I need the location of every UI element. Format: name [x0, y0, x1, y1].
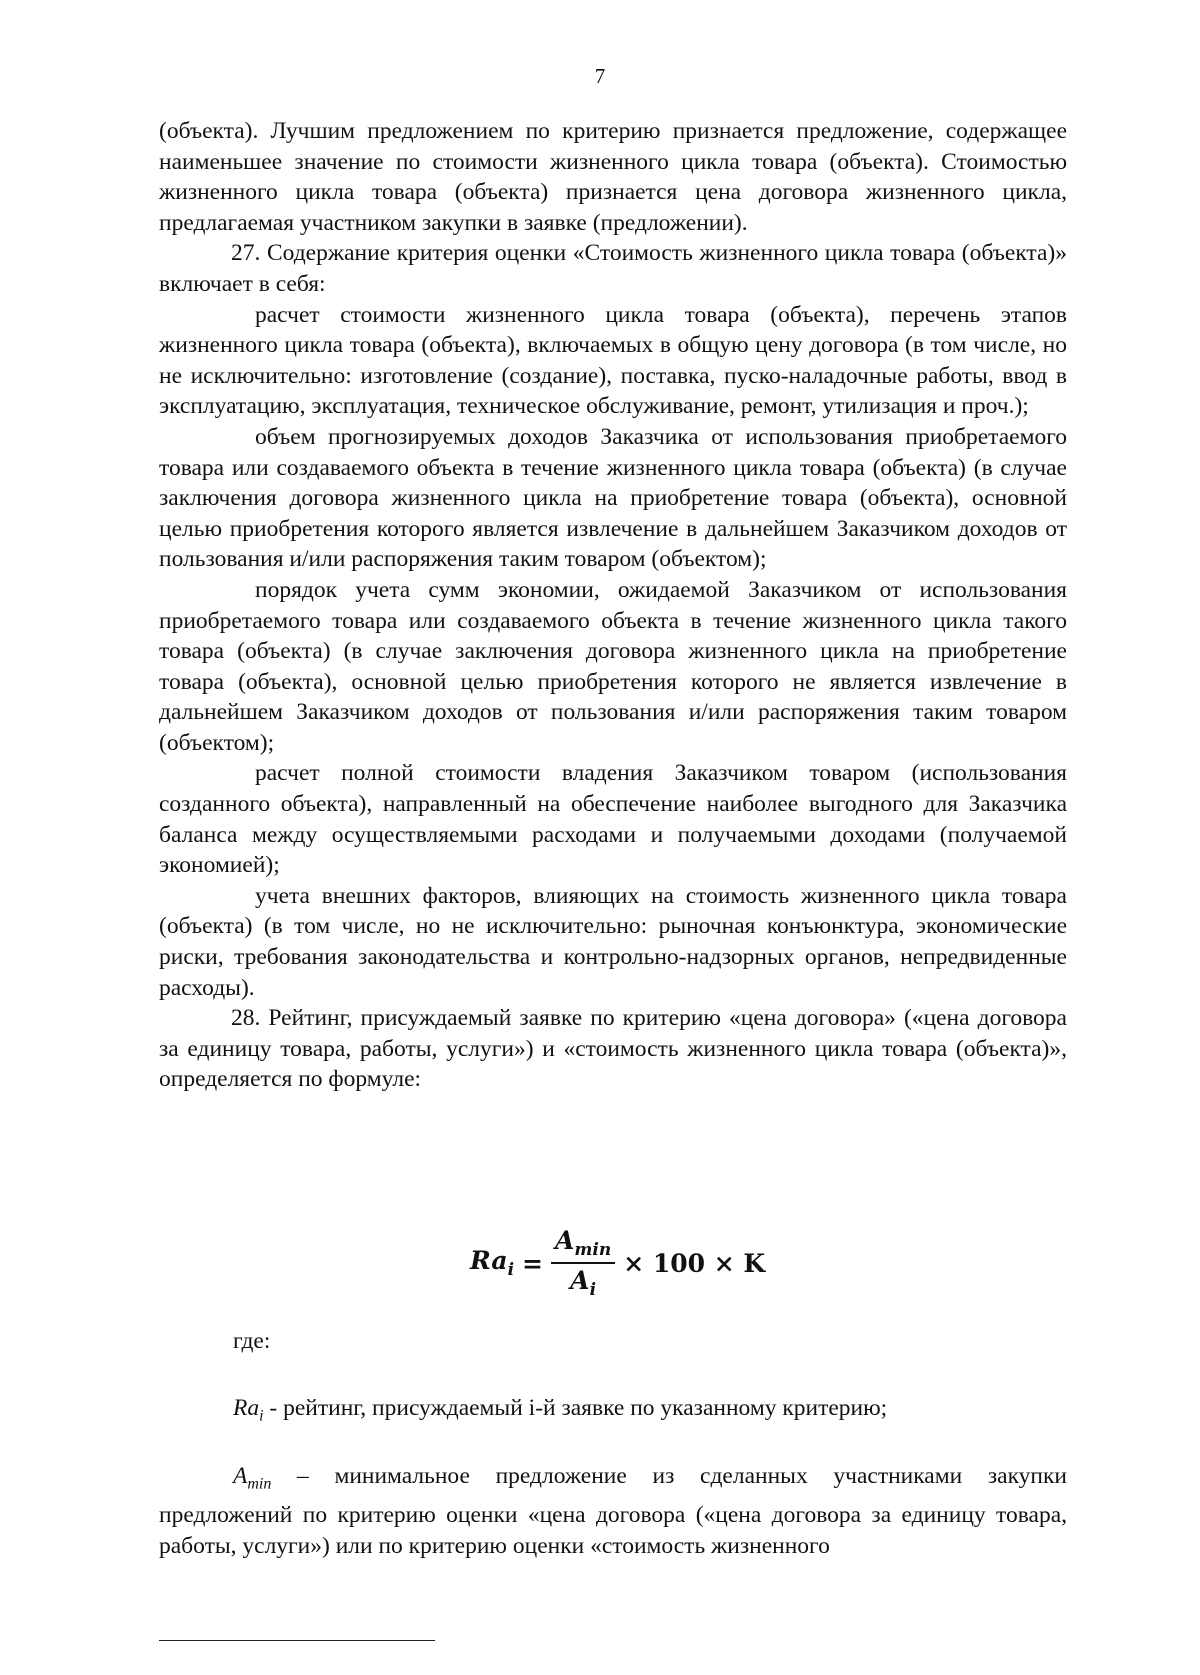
- formula-fraction: [551, 1226, 615, 1300]
- formula-equals: =: [522, 1248, 543, 1278]
- paragraph-lifecycle-cost: расчет стоимости жизненного цикла товара (объекта), перечень этапов жизненного цикла товара (объекта), включаемых в общую цену договора (в том числе, но не исключительно: изготовление (создание), поставка, пуско-наладочные работы, ввод в эксплуатацию, эксплуатация, техническое обслуживание, ремонт, утилизация и проч.);: [159, 301, 1067, 420]
- paragraph-income-volume: объем прогнозируемых доходов Заказчика от использования приобретаемого товара или создаваемого объекта в течение жизненного цикла товара (объекта) (в случае заключения договора жизненного цикла на приобретение товара (объекта), основной целью приобретения которого является извлечение в дальнейшем Заказчиком доходов от пользования и/или распоряжения таким товаром (объектом);: [159, 423, 1067, 573]
- body-text: [159, 116, 1067, 1095]
- footnote-separator: [159, 1640, 435, 1641]
- paragraph-item-28: 28. Рейтинг, присуждаемый заявке по критерию «цена договора» («цена договора за единицу товара, работы, услуги») и «стоимость жизненного цикла товара (объекта)», определяется по формуле:: [159, 1005, 1067, 1093]
- paragraph-savings-order: порядок учета сумм экономии, ожидаемой Заказчиком от использования приобретаемого товара или создаваемого объекта в течение жизненного цикла такого товара (объекта) (в случае заключения договора жизненного цикла на приобретение товара (объекта), основной целью приобретения которого не является извлечение в дальнейшем Заказчиком доходов от пользования и/или распоряжения таким товаром (объектом);: [159, 576, 1067, 756]
- definition-text: - рейтинг, присуждаемый i-й заявке по указанному критерию;: [263, 1395, 888, 1421]
- formula-rest: × 100 × K: [623, 1248, 766, 1278]
- rating-formula: [470, 1226, 765, 1300]
- definition-text: – минимальное предложение из сделанных участниками закупки предложений по критерию оценки «цена договора («цена договора за единицу товара, работы, услуги») или по критерию оценки «стоимость жизненного: [159, 1463, 1067, 1559]
- formula-numerator: $A_{min}$: [551, 1226, 615, 1264]
- page-number: 7: [594, 64, 606, 88]
- definition-term: $A_{min}$: [233, 1463, 272, 1493]
- definition-min-offer: [159, 1461, 1067, 1561]
- paragraph-total-cost: расчет полной стоимости владения Заказчиком товаром (использования созданного объекта), направленный на обеспечение наиболее выгодного для Заказчика баланса между осуществляемыми расходами и получаемыми доходами (получаемой экономией);: [159, 760, 1067, 879]
- where-label: где:: [233, 1328, 271, 1354]
- paragraph-continuation: (объекта). Лучшим предложением по критерию признается предложение, содержащее наименьшее значение по стоимости жизненного цикла товара (объекта). Стоимостью жизненного цикла товара (объекта) признается цена договора жизненного цикла, предлагаемая участником закупки в заявке (предложении).: [159, 118, 1067, 236]
- definition-term: $Ra_i$: [233, 1395, 264, 1425]
- formula-lhs: $Ra_i$: [470, 1246, 515, 1280]
- paragraph-item-27: 27. Содержание критерия оценки «Стоимость жизненного цикла товара (объекта)» включает в себя:: [159, 240, 1067, 297]
- definition-rating: [233, 1395, 1067, 1426]
- paragraph-external-factors: учета внешних факторов, влияющих на стоимость жизненного цикла товара (объекта) (в том числе, но не исключительно: рыночная конъюнктура, экономические риски, требования законодательства и контрольно-надзорных органов, непредвиденные расходы).: [159, 882, 1067, 1001]
- formula-denominator: $A_i$: [570, 1266, 597, 1300]
